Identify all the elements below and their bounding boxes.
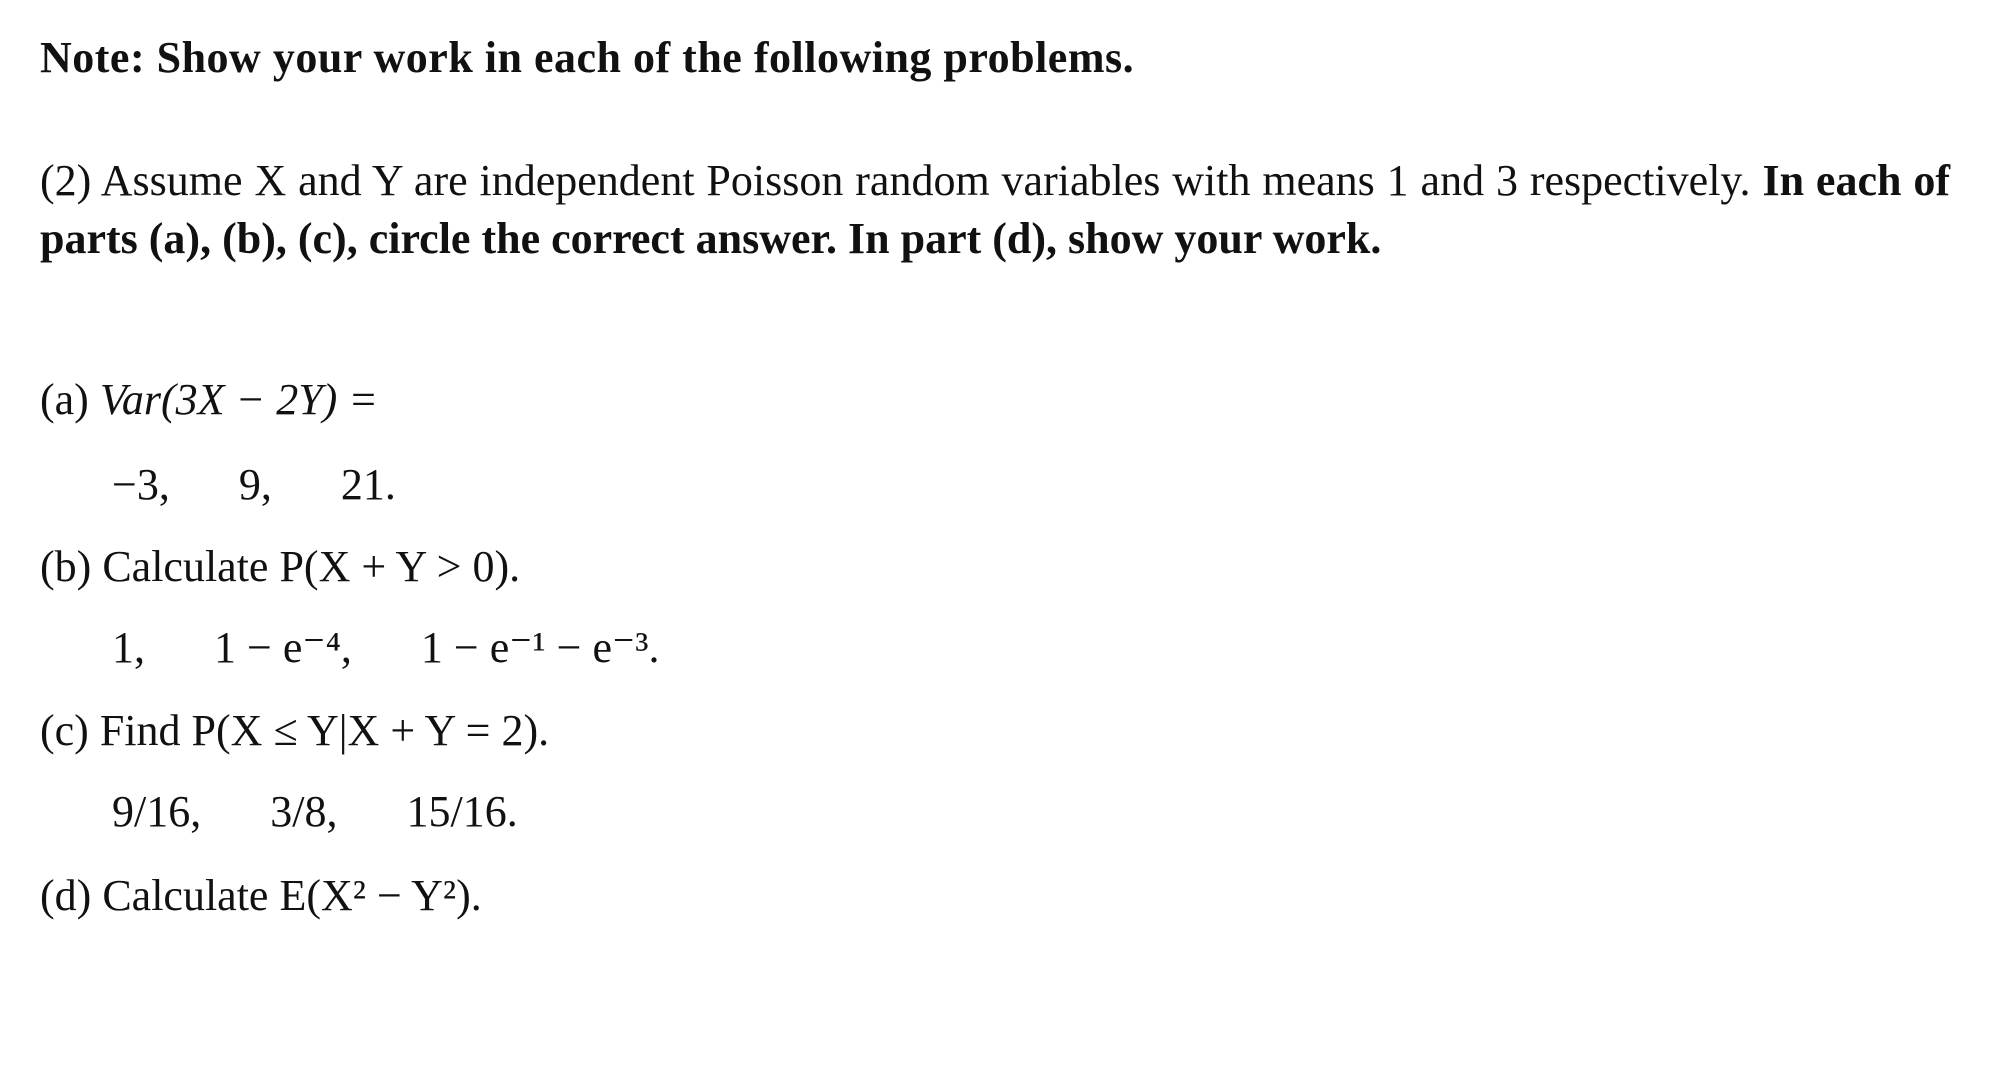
- problem-number: (2): [40, 156, 92, 205]
- part-a-choices: [112, 459, 396, 510]
- part-c-choice-1: 9/16,: [112, 787, 202, 836]
- document-page: [40, 0, 1950, 1068]
- part-d: [40, 870, 482, 921]
- part-b-choice-2: 1 − e⁻⁴,: [214, 623, 352, 672]
- part-b-choice-1: 1,: [112, 623, 145, 672]
- part-b-choice-3: 1 − e⁻¹ − e⁻³.: [420, 623, 660, 672]
- part-c: [40, 705, 549, 756]
- part-d-prompt: Calculate E(X² − Y²).: [102, 871, 482, 920]
- part-a-choice-2: 9,: [238, 460, 272, 509]
- part-a-choice-1: −3,: [112, 460, 170, 509]
- part-a: [40, 374, 378, 425]
- problem-sentence: Assume X and Y are independent Poisson random variables with means 1 and 3 respectively.: [100, 156, 1751, 205]
- note-heading: Note: Show your work in each of the following problems.: [40, 33, 1135, 82]
- problem-instructions: In each of parts (a), (b), (c), circle the correct answer. In part (d), show your work.: [40, 156, 1951, 263]
- part-b-label: (b): [40, 542, 92, 591]
- part-b-prompt: Calculate P(X + Y > 0).: [102, 542, 521, 591]
- part-c-choices: [112, 786, 518, 837]
- problem-intro: [40, 152, 1950, 268]
- part-c-label: (c): [40, 706, 89, 755]
- part-b-choices: [112, 622, 659, 673]
- part-c-prompt: Find P(X ≤ Y|X + Y = 2).: [99, 706, 550, 755]
- part-b: [40, 541, 520, 592]
- part-a-choice-3: 21.: [340, 460, 396, 509]
- part-c-choice-2: 3/8,: [270, 787, 338, 836]
- part-a-label: (a): [40, 375, 89, 424]
- part-c-choice-3: 15/16.: [406, 787, 518, 836]
- part-a-prompt: Var(3X − 2Y) =: [99, 375, 379, 424]
- part-d-label: (d): [40, 871, 92, 920]
